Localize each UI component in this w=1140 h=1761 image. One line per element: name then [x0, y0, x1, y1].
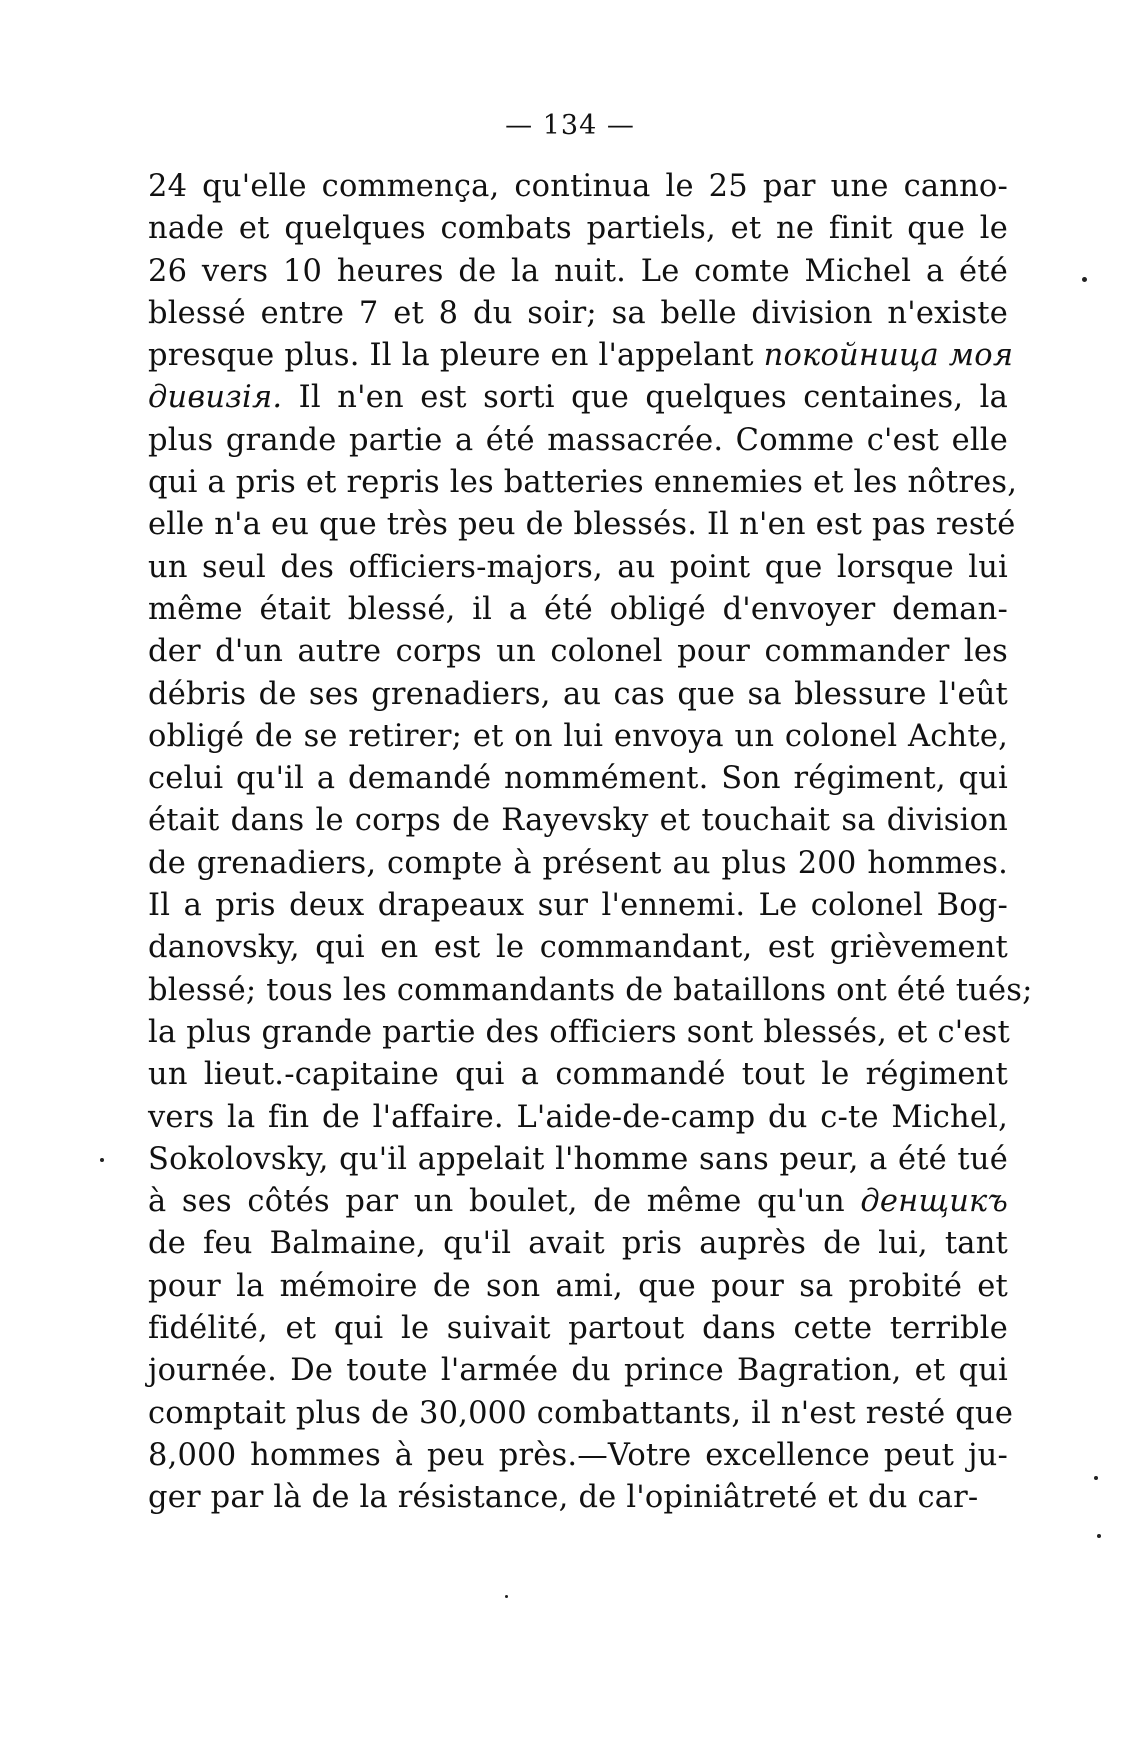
italic-russian-phrase: дивизія.	[148, 380, 283, 416]
text-line	[148, 335, 1014, 377]
text-line: blessé entre 7 et 8 du soir; sa belle division n'existe	[148, 295, 1008, 331]
text-line: Il a pris deux drapeaux sur l'ennemi. Le colonel Bog-	[148, 888, 1008, 924]
text-span: à ses côtés par un boulet, de même qu'un	[148, 1184, 861, 1220]
text-line: pour la mémoire de son ami, que pour sa probité et	[148, 1268, 1008, 1304]
text-line: 26 vers 10 heures de la nuit. Le comte Michel a été	[148, 253, 1008, 289]
text-line: la plus grande partie des officiers sont blessés, et c'est	[148, 1014, 1010, 1050]
text-line	[148, 377, 1008, 419]
text-line: journée. De toute l'armée du prince Bagration, et qui	[148, 1353, 1008, 1389]
scan-speck	[1097, 1534, 1101, 1538]
text-line: nade et quelques combats partiels, et ne finit que le	[148, 211, 1008, 247]
scan-speck	[100, 1158, 104, 1162]
text-line: blessé; tous les commandants de bataillons ont été tués;	[148, 972, 1033, 1008]
scan-speck	[505, 1595, 508, 1598]
text-line: der d'un autre corps un colonel pour commander les	[148, 634, 1008, 670]
text-line: 8,000 hommes à peu près.—Votre excellence peut ju-	[148, 1437, 1008, 1473]
text-line: Sokolovsky, qu'il appelait l'homme sans peur, a été tué	[148, 1141, 1008, 1177]
scan-speck	[1094, 1476, 1098, 1480]
text-line	[148, 1181, 1008, 1223]
text-line: débris de ses grenadiers, au cas que sa blessure l'eût	[148, 676, 1008, 712]
italic-russian-phrase: покойница моя	[763, 338, 1014, 374]
text-line: plus grande partie a été massacrée. Comme c'est elle	[148, 422, 1008, 458]
text-line: obligé de se retirer; et on lui envoya un colonel Achte,	[148, 718, 1008, 754]
scan-speck	[1082, 277, 1087, 282]
text-line: était dans le corps de Rayevsky et touchait sa division	[148, 803, 1008, 839]
text-line: qui a pris et repris les batteries ennemies et les nôtres,	[148, 465, 1018, 501]
text-line: de grenadiers, compte à présent au plus 200 hommes.	[148, 845, 1008, 881]
text-line: danovsky, qui en est le commandant, est grièvement	[148, 930, 1008, 966]
text-line: un lieut.-capitaine qui a commandé tout le régiment	[148, 1057, 1008, 1093]
body-text	[148, 166, 1033, 1520]
text-span: Il n'en est sorti que quelques centaines, la	[282, 380, 1008, 416]
italic-russian-phrase: денщикъ	[860, 1184, 1008, 1220]
text-line: 24 qu'elle commença, continua le 25 par une canno-	[148, 169, 1008, 204]
text-span: presque plus. Il la pleure en l'appelant	[148, 338, 764, 374]
text-line: elle n'a eu que très peu de blessés. Il n'en est pas resté	[148, 507, 1016, 543]
page-number: — 134 —	[505, 110, 635, 141]
text-line: ger par là de la résistance, de l'opiniâtreté et du car-	[148, 1480, 979, 1516]
text-line: comptait plus de 30,000 combattants, il n'est resté que	[148, 1395, 1014, 1431]
text-line: fidélité, et qui le suivait partout dans cette terrible	[148, 1311, 1008, 1347]
text-line: vers la fin de l'affaire. L'aide-de-camp du c-te Michel,	[148, 1099, 1008, 1135]
text-line: même était blessé, il a été obligé d'envoyer deman-	[148, 591, 1008, 627]
text-line: de feu Balmaine, qu'il avait pris auprès de lui, tant	[148, 1226, 1008, 1262]
text-line: un seul des officiers-majors, au point que lorsque lui	[148, 549, 1008, 585]
text-line: celui qu'il a demandé nommément. Son régiment, qui	[148, 761, 1008, 797]
